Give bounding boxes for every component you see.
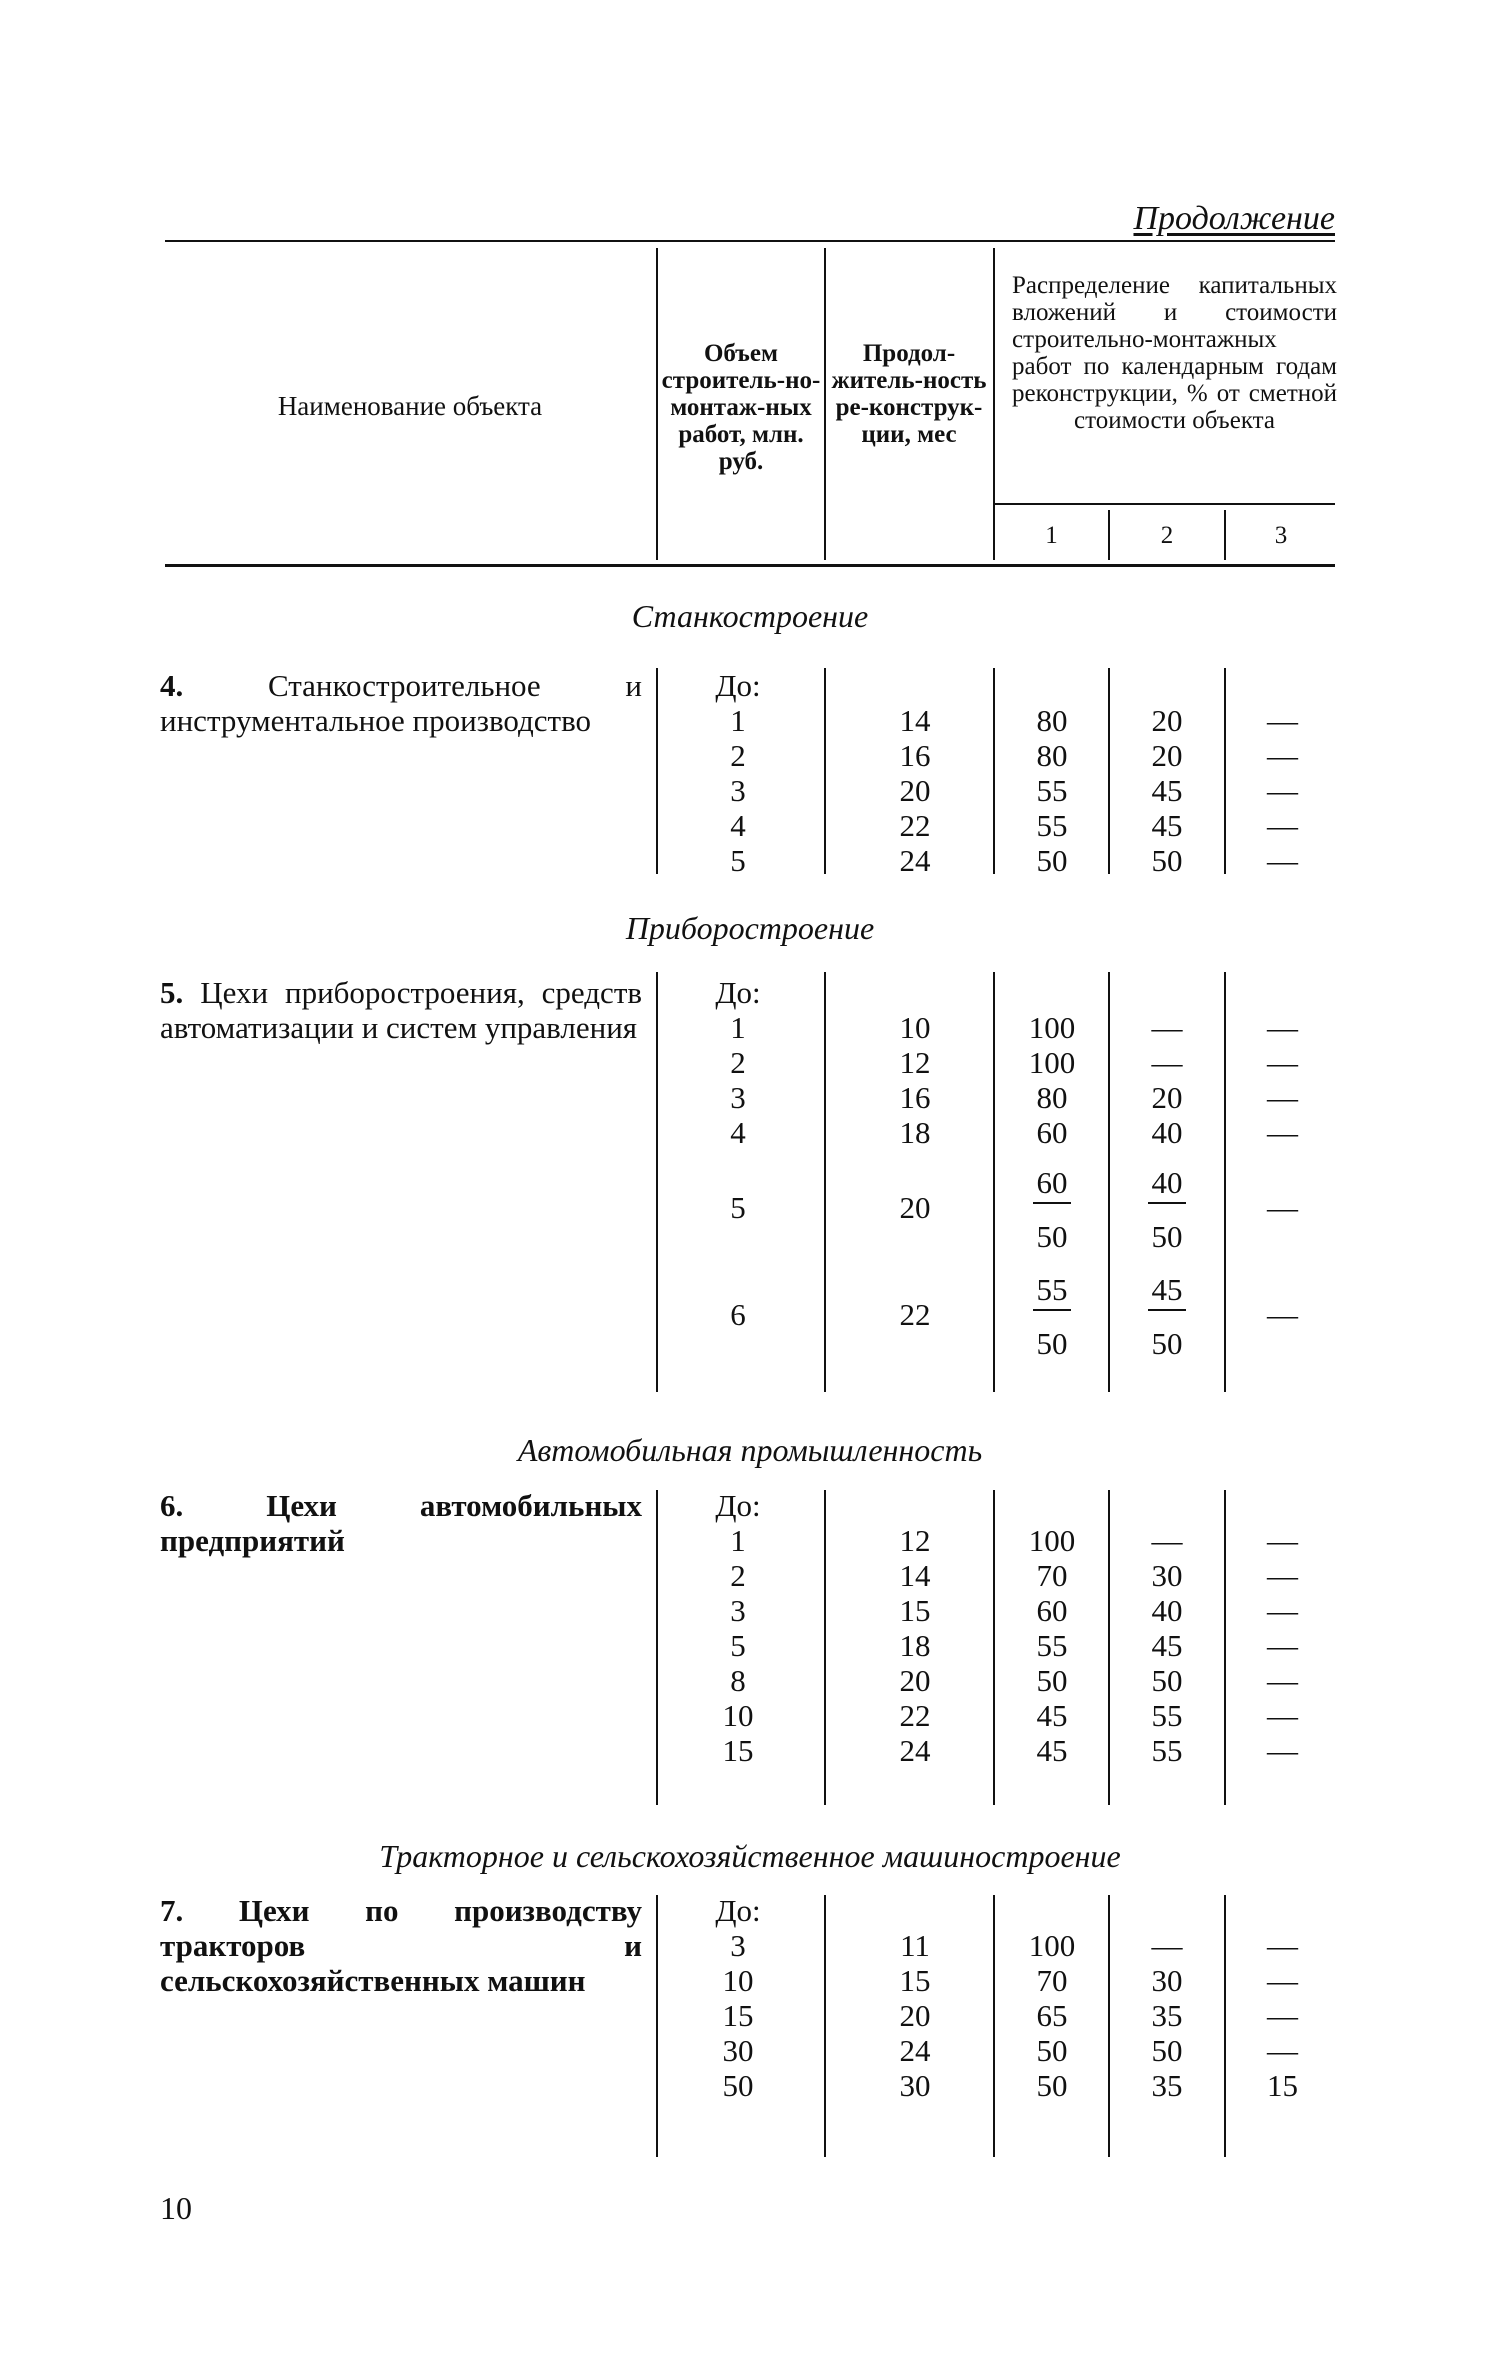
s1-r3-duration: 20 — [899, 773, 931, 808]
s4-r2-duration: 15 — [899, 1963, 931, 1998]
s2-r6-y2-numerator: 45 — [1148, 1273, 1186, 1311]
s2-upto: До: — [715, 975, 761, 1010]
continuation-label: Продолжение — [1133, 200, 1335, 237]
s3-upto: До: — [715, 1488, 761, 1523]
s4-r5-y2: 35 — [1151, 2068, 1183, 2103]
s2-r5-y2-numerator: 40 — [1148, 1166, 1186, 1204]
item-5-text: Цехи приборостроения, средств автоматизации и систем управления — [160, 975, 642, 1045]
table-top-rule — [165, 240, 1335, 242]
item-4-text: Станкостроительное и инструментальное производство — [160, 668, 642, 738]
header-distribution: Распределение капитальных вложений и стоимости строительно-монтажных работ по календарным годам реконструкции, % от сметной стоимости объекта — [1012, 272, 1337, 434]
s1-r4-volume: 4 — [730, 808, 746, 843]
s4-r5-volume: 50 — [722, 2068, 754, 2103]
s1-r5-volume: 5 — [730, 843, 746, 878]
header-year-2: 2 — [1160, 522, 1174, 549]
s1-r1-y1: 80 — [1036, 703, 1068, 738]
s4-r2-y1: 70 — [1036, 1963, 1068, 1998]
s2-vline-5 — [1224, 972, 1226, 1392]
s1-r2-y3: — — [1267, 738, 1298, 773]
section-title-machine-tools: Станкостроение — [631, 598, 869, 634]
s1-r1-y3: — — [1267, 703, 1298, 738]
s1-r2-y1: 80 — [1036, 738, 1068, 773]
s3-r7-duration: 24 — [899, 1733, 931, 1768]
section-title-automotive: Автомобильная промышленность — [517, 1432, 983, 1468]
s3-vline-3 — [993, 1490, 995, 1805]
s3-r2-y1: 70 — [1036, 1558, 1068, 1593]
s2-r2-y2: — — [1151, 1045, 1183, 1080]
s2-r2-y1: 100 — [1028, 1045, 1076, 1080]
s1-r1-volume: 1 — [730, 703, 746, 738]
s2-r6-y1-fraction — [1000, 1273, 1104, 1361]
s2-r6-volume: 6 — [730, 1297, 746, 1332]
header-bottom-rule — [165, 564, 1335, 567]
s1-r4-y3: — — [1267, 808, 1298, 843]
s4-r3-duration: 20 — [899, 1998, 931, 2033]
item-5-name — [160, 975, 642, 1045]
s1-r4-y2: 45 — [1151, 808, 1183, 843]
page-number: 10 — [160, 2190, 192, 2226]
header-year-3: 3 — [1274, 522, 1288, 549]
s1-r5-y2: 50 — [1151, 843, 1183, 878]
s2-vline-4 — [1108, 972, 1110, 1392]
section-title-instruments: Приборостроение — [625, 910, 875, 946]
s2-r6-y1-numerator: 55 — [1033, 1273, 1071, 1311]
s4-r5-y1: 50 — [1036, 2068, 1068, 2103]
s2-r4-volume: 4 — [730, 1115, 746, 1150]
s3-r3-y3: — — [1267, 1593, 1298, 1628]
s3-r3-volume: 3 — [730, 1593, 746, 1628]
s3-r5-y2: 50 — [1151, 1663, 1183, 1698]
s4-r5-duration: 30 — [899, 2068, 931, 2103]
item-5-number: 5. — [160, 975, 184, 1010]
s2-r3-duration: 16 — [899, 1080, 931, 1115]
s2-r3-y3: — — [1267, 1080, 1298, 1115]
s4-r3-y3: — — [1267, 1998, 1298, 2033]
s2-r6-duration: 22 — [899, 1297, 931, 1332]
s2-r5-y2-fraction — [1114, 1166, 1220, 1254]
s2-r5-y1-numerator: 60 — [1033, 1166, 1071, 1204]
s4-r2-y2: 30 — [1151, 1963, 1183, 1998]
s3-r4-volume: 5 — [730, 1628, 746, 1663]
s3-r7-y2: 55 — [1151, 1733, 1183, 1768]
s2-r4-y3: — — [1267, 1115, 1298, 1150]
s1-r5-duration: 24 — [899, 843, 931, 878]
s2-r2-y3: — — [1267, 1045, 1298, 1080]
s3-r5-y3: — — [1267, 1663, 1298, 1698]
item-6-name — [160, 1488, 642, 1558]
s1-r5-y1: 50 — [1036, 843, 1068, 878]
s2-r5-y1-denominator: 50 — [1036, 1219, 1068, 1254]
s2-r6-y2-denominator: 50 — [1151, 1326, 1183, 1361]
s1-vline-3 — [993, 668, 995, 874]
s4-r5-y3: 15 — [1267, 2068, 1298, 2103]
s3-r4-y3: — — [1267, 1628, 1298, 1663]
s4-vline-2 — [824, 1895, 826, 2157]
s4-r3-volume: 15 — [722, 1998, 754, 2033]
s2-r1-duration: 10 — [899, 1010, 931, 1045]
s2-vline-1 — [656, 972, 658, 1392]
s4-r1-y2: — — [1151, 1928, 1183, 1963]
s3-vline-5 — [1224, 1490, 1226, 1805]
s1-r2-y2: 20 — [1151, 738, 1183, 773]
s1-r1-y2: 20 — [1151, 703, 1183, 738]
s4-vline-5 — [1224, 1895, 1226, 2157]
s4-r3-y1: 65 — [1036, 1998, 1068, 2033]
s3-r5-volume: 8 — [730, 1663, 746, 1698]
s1-r3-y1: 55 — [1036, 773, 1068, 808]
s3-r1-y3: — — [1267, 1523, 1298, 1558]
s4-r4-y3: — — [1267, 2033, 1298, 2068]
s3-r6-y3: — — [1267, 1698, 1298, 1733]
s3-vline-2 — [824, 1490, 826, 1805]
s3-r1-duration: 12 — [899, 1523, 931, 1558]
s1-r4-duration: 22 — [899, 808, 931, 843]
s4-r1-y3: — — [1267, 1928, 1298, 1963]
s2-r1-y2: — — [1151, 1010, 1183, 1045]
s2-r1-y1: 100 — [1028, 1010, 1076, 1045]
s2-vline-3 — [993, 972, 995, 1392]
s4-r3-y2: 35 — [1151, 1998, 1183, 2033]
s1-r3-y3: — — [1267, 773, 1298, 808]
item-4-name — [160, 668, 642, 738]
s3-r1-y1: 100 — [1028, 1523, 1076, 1558]
item-6-number: 6. — [160, 1488, 184, 1523]
s3-r2-y3: — — [1267, 1558, 1298, 1593]
s4-vline-4 — [1108, 1895, 1110, 2157]
s1-r3-volume: 3 — [730, 773, 746, 808]
s3-r6-duration: 22 — [899, 1698, 931, 1733]
header-volume: Объем строитель-но-монтаж-ных работ, млн. руб. — [661, 340, 821, 475]
header-duration: Продол-житель-ность ре-конструк-ции, мес — [831, 340, 987, 448]
s1-vline-5 — [1224, 668, 1226, 874]
s4-r1-duration: 11 — [900, 1928, 930, 1963]
s3-r1-y2: — — [1151, 1523, 1183, 1558]
s2-r5-y1-fraction — [1000, 1166, 1104, 1254]
s2-r1-volume: 1 — [730, 1010, 746, 1045]
s3-r3-duration: 15 — [899, 1593, 931, 1628]
s4-r4-y2: 50 — [1151, 2033, 1183, 2068]
s2-r5-y3: — — [1267, 1190, 1298, 1225]
s1-r3-y2: 45 — [1151, 773, 1183, 808]
s2-r5-y2-denominator: 50 — [1151, 1219, 1183, 1254]
s1-vline-2 — [824, 668, 826, 874]
s3-r7-y1: 45 — [1036, 1733, 1068, 1768]
s3-r4-duration: 18 — [899, 1628, 931, 1663]
s2-r5-volume: 5 — [730, 1190, 746, 1225]
s2-r6-y3: — — [1267, 1297, 1298, 1332]
header-name: Наименование объекта — [277, 391, 543, 421]
s1-r2-duration: 16 — [899, 738, 931, 773]
s4-vline-1 — [656, 1895, 658, 2157]
s2-r4-y2: 40 — [1151, 1115, 1183, 1150]
s2-r3-y2: 20 — [1151, 1080, 1183, 1115]
s3-r6-volume: 10 — [722, 1698, 754, 1733]
header-year-1: 1 — [1045, 522, 1058, 549]
s4-r1-y1: 100 — [1028, 1928, 1076, 1963]
s1-r4-y1: 55 — [1036, 808, 1068, 843]
s1-upto: До: — [715, 668, 761, 703]
s3-r2-volume: 2 — [730, 1558, 746, 1593]
header-vline-2 — [824, 248, 826, 560]
s2-r2-duration: 12 — [899, 1045, 931, 1080]
s3-r5-y1: 50 — [1036, 1663, 1068, 1698]
s3-r4-y1: 55 — [1036, 1628, 1068, 1663]
years-rule — [995, 503, 1335, 505]
s4-vline-3 — [993, 1895, 995, 2157]
section-title-tractors: Тракторное и сельскохозяйственное машиностроение — [379, 1838, 1121, 1874]
item-4-number: 4. — [160, 668, 184, 703]
s2-vline-2 — [824, 972, 826, 1392]
s3-vline-4 — [1108, 1490, 1110, 1805]
s2-r6-y1-denominator: 50 — [1036, 1326, 1068, 1361]
s4-r4-duration: 24 — [899, 2033, 931, 2068]
s4-r1-volume: 3 — [730, 1928, 746, 1963]
s4-r4-volume: 30 — [722, 2033, 754, 2068]
s2-r4-duration: 18 — [899, 1115, 931, 1150]
s1-r1-duration: 14 — [899, 703, 931, 738]
s4-r2-y3: — — [1267, 1963, 1298, 1998]
s1-vline-1 — [656, 668, 658, 874]
s1-r5-y3: — — [1267, 843, 1298, 878]
s2-r1-y3: — — [1267, 1010, 1298, 1045]
s3-r4-y2: 45 — [1151, 1628, 1183, 1663]
s3-r1-volume: 1 — [730, 1523, 746, 1558]
s4-upto: До: — [715, 1893, 761, 1928]
s2-r4-y1: 60 — [1036, 1115, 1068, 1150]
s2-r3-volume: 3 — [730, 1080, 746, 1115]
item-7-text: Цехи по производству тракторов и сельскохозяйственных машин — [160, 1893, 642, 1998]
header-vline-1 — [656, 248, 658, 560]
s4-r4-y1: 50 — [1036, 2033, 1068, 2068]
s3-vline-1 — [656, 1490, 658, 1805]
s3-r3-y1: 60 — [1036, 1593, 1068, 1628]
s3-r6-y1: 45 — [1036, 1698, 1068, 1733]
s1-vline-4 — [1108, 668, 1110, 874]
s3-r7-volume: 15 — [722, 1733, 754, 1768]
s4-r2-volume: 10 — [722, 1963, 754, 1998]
item-6-text: Цехи автомобильных предприятий — [160, 1488, 643, 1558]
s2-r6-y2-fraction — [1114, 1273, 1220, 1361]
s3-r5-duration: 20 — [899, 1663, 931, 1698]
s2-r5-duration: 20 — [899, 1190, 931, 1225]
s3-r2-duration: 14 — [899, 1558, 931, 1593]
item-7-number: 7. — [160, 1893, 184, 1928]
s3-r7-y3: — — [1267, 1733, 1298, 1768]
header-vline-3 — [993, 248, 995, 560]
s3-r2-y2: 30 — [1151, 1558, 1183, 1593]
s3-r6-y2: 55 — [1151, 1698, 1183, 1733]
s1-r2-volume: 2 — [730, 738, 746, 773]
s2-r2-volume: 2 — [730, 1045, 746, 1080]
s3-r3-y2: 40 — [1151, 1593, 1183, 1628]
item-7-name — [160, 1893, 642, 1998]
s2-r3-y1: 80 — [1036, 1080, 1068, 1115]
